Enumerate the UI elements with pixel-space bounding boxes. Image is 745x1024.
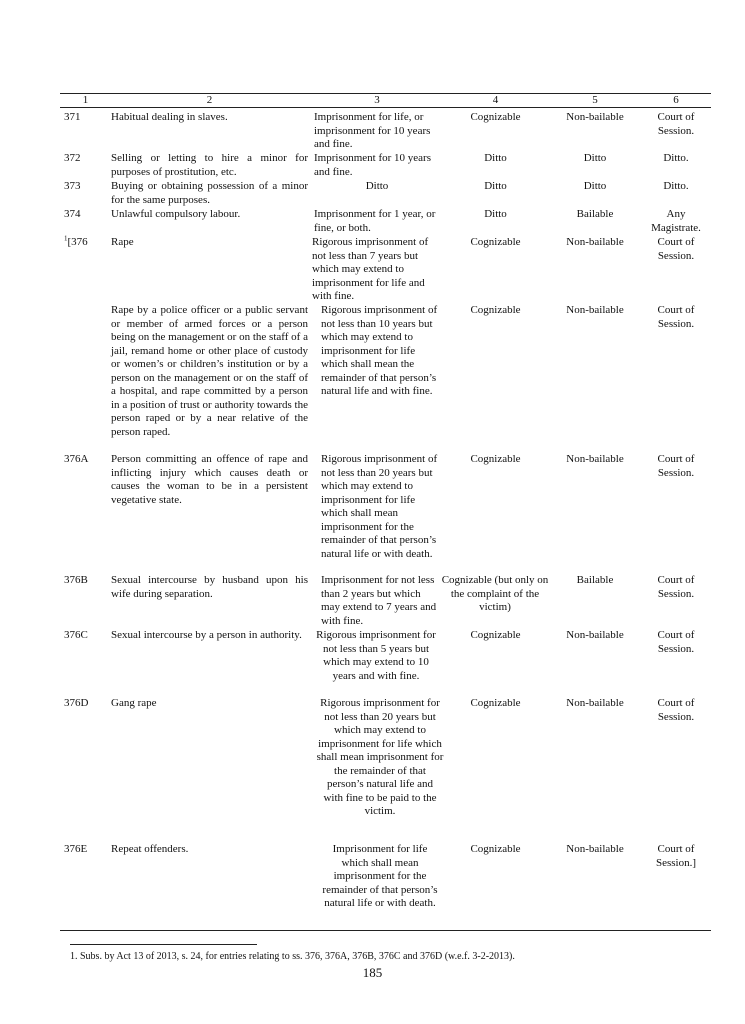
section-number-text: [376 — [67, 236, 88, 248]
court-cell: Court of Session. — [657, 304, 695, 330]
offence-cell: Selling or letting to hire a minor for purposes of prostitution, etc. — [111, 152, 308, 178]
punishment-cell: Imprisonment for 1 year, or fine, or both. — [314, 208, 436, 234]
cognizable-cell: Ditto — [484, 208, 507, 220]
court-cell: Court of Session. — [657, 111, 695, 137]
punishment-cell: Imprisonment for not less than 2 years but which may extend to 7 years and with fine. — [321, 574, 437, 627]
bailable-cell: Non-bailable — [566, 843, 624, 855]
cognizable-cell: Cognizable — [470, 629, 521, 641]
cognizable-cell: Cognizable — [470, 111, 521, 123]
bailable-cell: Non-bailable — [566, 304, 624, 316]
footnote-rule — [70, 944, 257, 945]
cognizable-cell: Cognizable — [470, 843, 521, 855]
section-number: 374 — [64, 208, 81, 220]
cognizable-cell: Cognizable — [470, 453, 521, 465]
court-cell: Court of Session. — [657, 697, 695, 723]
punishment-cell: Ditto — [365, 180, 389, 192]
bailable-cell: Non-bailable — [566, 629, 624, 641]
cognizable-cell: Cognizable (but only on the complaint of the victim) — [441, 574, 549, 613]
cognizable-cell: Cognizable — [470, 697, 521, 709]
bailable-cell: Bailable — [576, 208, 614, 220]
section-number: 376E — [64, 843, 88, 855]
cognizable-cell: Cognizable — [470, 304, 521, 316]
column-header-5: 5 — [592, 94, 598, 106]
table-bottom-rule — [60, 930, 711, 931]
offence-cell: Rape by a police officer or a public servant or member of armed forces or a person being on the management or on the staff of a jail, remand home or other place of custody or women’s or children’s institution or by a person on the management or on the staff of a hospital, and rape committed by a person in a position of trust or authority towards the person raped or by a near relative of the person raped. — [111, 304, 308, 438]
section-number: 376A — [64, 453, 89, 465]
punishment-cell: Imprisonment for life, or imprisonment for 10 years and fine. — [314, 111, 431, 150]
punishment-cell: Imprisonment for 10 years and fine. — [314, 152, 431, 178]
offence-cell: Rape — [111, 236, 134, 248]
offence-cell: Gang rape — [111, 697, 157, 709]
offence-cell: Unlawful compulsory labour. — [111, 208, 241, 220]
offence-cell: Sexual intercourse by a person in authority. — [111, 629, 302, 641]
cognizable-cell: Ditto — [484, 152, 507, 164]
punishment-cell: Rigorous imprisonment for not less than 20 years but which may extend to imprisonment for life which shall mean imprisonment for the remainder of that person’s natural life and with fine to be paid to the victim. — [316, 697, 444, 817]
section-number: 373 — [64, 180, 81, 192]
cognizable-cell: Ditto — [484, 180, 507, 192]
section-number: 376C — [64, 629, 88, 641]
court-cell: Court of Session. — [657, 629, 695, 655]
header-rule — [60, 107, 711, 108]
section-number — [64, 236, 104, 250]
offence-cell: Habitual dealing in slaves. — [111, 111, 228, 123]
court-cell: Ditto. — [663, 180, 689, 192]
court-cell: Court of Session. — [657, 453, 695, 479]
cognizable-cell: Cognizable — [470, 236, 521, 248]
footnote: 1. Subs. by Act 13 of 2013, s. 24, for entries relating to ss. 376, 376A, 376B, 376C and 376D (w.e.f. 3-2-2013). — [70, 951, 515, 962]
offence-cell: Repeat offenders. — [111, 843, 189, 855]
punishment-cell: Imprisonment for life which shall mean imprisonment for the remainder of that person’s natural life or with death. — [322, 843, 438, 909]
court-cell: Court of Session. — [657, 236, 695, 262]
offence-cell: Sexual intercourse by husband upon his wife during separation. — [111, 574, 308, 600]
punishment-cell: Rigorous imprisonment of not less than 20 years but which may extend to imprisonment for life which shall mean imprisonment for the remainder of that person’s natural life or with death. — [321, 453, 438, 560]
section-number: 371 — [64, 111, 81, 123]
court-cell: Any Magistrate. — [651, 208, 701, 234]
bailable-cell: Ditto — [583, 180, 607, 192]
bailable-cell: Non-bailable — [566, 453, 624, 465]
punishment-cell: Rigorous imprisonment for not less than 5 years but which may extend to 10 years and with fine. — [316, 629, 436, 682]
section-number: 372 — [64, 152, 81, 164]
court-cell: Court of Session. — [657, 574, 695, 600]
column-header-3: 3 — [374, 94, 380, 106]
page-number: 185 — [362, 965, 383, 980]
bailable-cell: Non-bailable — [566, 697, 624, 709]
bailable-cell: Bailable — [576, 574, 614, 586]
court-cell: Ditto. — [663, 152, 689, 164]
offence-cell: Person committing an offence of rape and inflicting injury which causes death or causes the woman to be in a persistent vegetative state. — [111, 453, 308, 506]
bailable-cell: Ditto — [583, 152, 607, 164]
punishment-cell: Rigorous imprisonment of not less than 7 years but which may extend to imprisonment for life and with fine. — [312, 236, 429, 302]
footnote-marker: 1 — [64, 234, 68, 243]
section-number: 376D — [64, 697, 89, 709]
column-header-6: 6 — [673, 94, 679, 106]
column-header-4: 4 — [492, 94, 499, 106]
bailable-cell: Non-bailable — [566, 111, 624, 123]
offence-cell: Buying or obtaining possession of a minor for the same purposes. — [111, 180, 308, 206]
bailable-cell: Non-bailable — [566, 236, 624, 248]
section-number: 376B — [64, 574, 88, 586]
punishment-cell: Rigorous imprisonment of not less than 10 years but which may extend to imprisonment for life which shall mean the remainder of that person’s natural life and with fine. — [321, 304, 438, 397]
court-cell: Court of Session.] — [655, 843, 697, 869]
column-header-1: 1 — [82, 94, 89, 106]
column-header-2: 2 — [206, 94, 213, 106]
